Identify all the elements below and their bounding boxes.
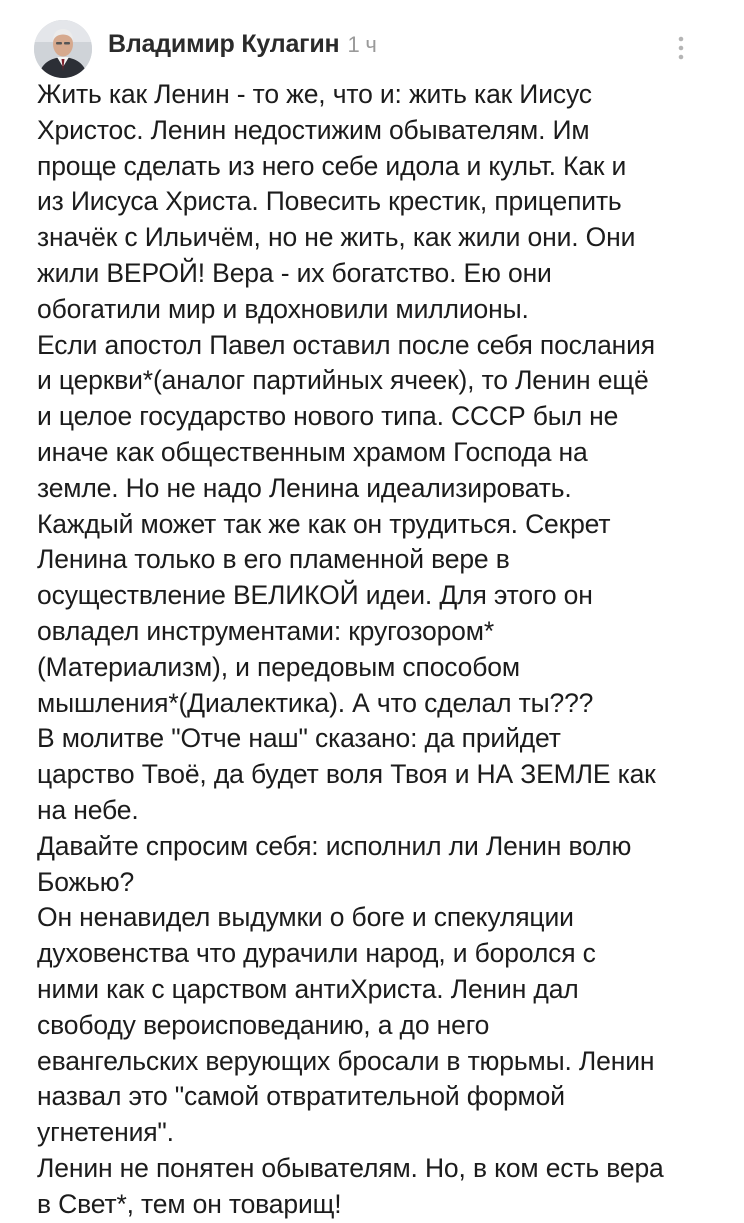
avatar[interactable] — [34, 20, 92, 78]
avatar-photo — [34, 20, 92, 78]
more-options-button[interactable] — [668, 30, 694, 66]
post-author-line — [108, 30, 377, 59]
more-vertical-icon — [668, 30, 694, 66]
author-name[interactable]: Владимир Кулагин — [108, 30, 340, 58]
post-timestamp: 1 ч — [347, 32, 377, 57]
post-body-text: Жить как Ленин - то же, что и: жить как Иисус Христос. Ленин недостижим обывателям. Им проще сделать из него себе идола и культ. Как и из Иисуса Христа. Повесить крестик, прицепить значёк с Ильичём, но не жить, как жили они. Они жили ВЕРОЙ! Вера - их богатство. Ею они обогатили мир и вдохновили миллионы. Если апостол Павел оставил после себя послания и церкви*(аналог партийных ячеек), то Ленин ещё и целое государство нового типа. СССР был не иначе как общественным храмом Господа на земле. Но не надо Ленина идеализировать. Каждый может так же как он трудиться. Секрет Ленина только в его пламенной вере в осуществление ВЕЛИКОЙ идеи. Для этого он овладел инструментами: кругозором* (Материализм), и передовым способом мышления*(Диалектика). А что сделал ты??? В молитве "Отче наш" сказано: да прийдет царство Твоё, да будет воля Твоя и НА ЗЕМЛЕ как на небе. Давайте спросим себя: исполнил ли Ленин волю Божью? Он ненавидел выдумки о боге и спекуляции духовенства что дурачили народ, и боролся с ними как с царством антиХриста. Ленин дал свободу вероисповеданию, а до него евангельских верующих бросали в тюрьмы. Ленин назвал это "самой отвратительной формой угнетения". Ленин не понятен обывателям. Но, в ком есть вера в Свет*, тем он товарищ! — [37, 79, 664, 1219]
